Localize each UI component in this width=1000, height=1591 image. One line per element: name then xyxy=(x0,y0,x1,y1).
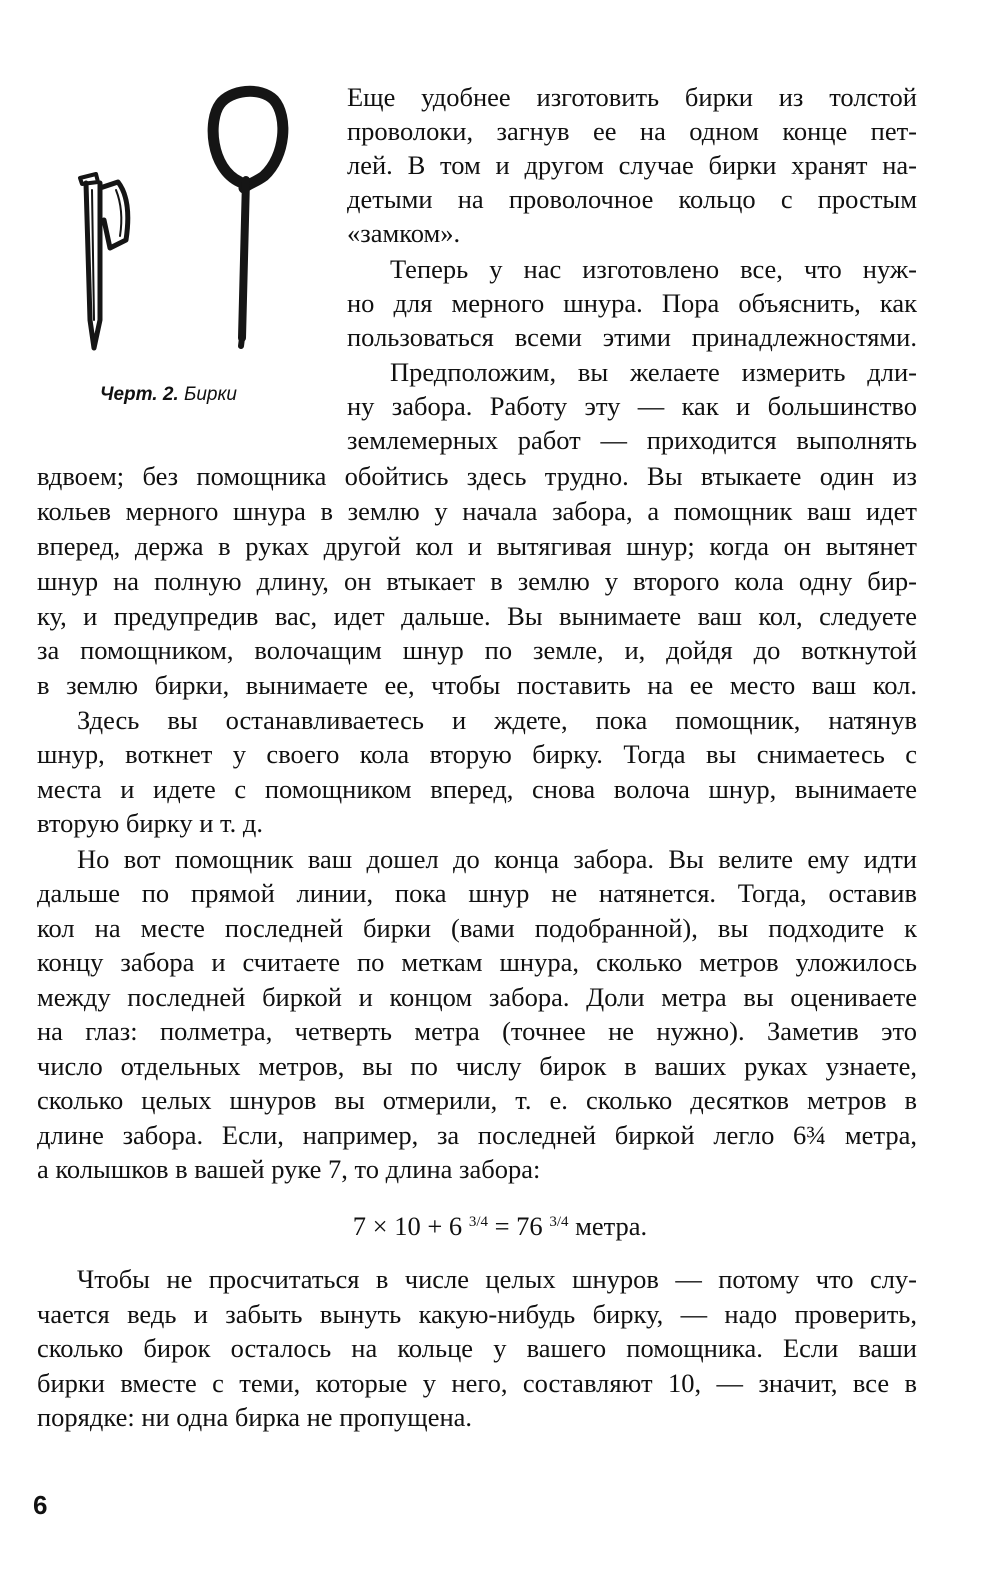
text-line: ну забора. Работу эту — как и большинство xyxy=(347,391,917,421)
figure-caption xyxy=(100,384,237,406)
tags-drawing xyxy=(60,70,320,370)
text-line: бирки вместе с теми, которые у него, составляют 10, — значит, все в xyxy=(37,1368,917,1398)
text-line: проволоки, загнув ее на одном конце пет- xyxy=(347,116,917,146)
text-line: чается ведь и забыть вынуть какую-нибудь бирку, — надо проверить, xyxy=(37,1299,917,1329)
text-line: дальше по прямой линии, пока шнур не натянется. Тогда, оставив xyxy=(37,878,917,908)
text-line: но для мерного шнура. Пора объяснить, как xyxy=(347,288,917,318)
text-line: между последней биркой и концом забора. Доли метра вы оцениваете xyxy=(37,982,917,1012)
formula-mid: = 76 xyxy=(494,1211,543,1241)
text-line: сколько бирок осталось на кольце у вашего помощника. Если ваши xyxy=(37,1333,917,1363)
text-line: за помощником, волочащим шнур по земле, и, дойдя до воткнутой xyxy=(37,635,917,665)
text-line: вдвоем; без помощника обойтись здесь трудно. Вы втыкаете один из xyxy=(37,461,917,491)
formula xyxy=(0,1205,1000,1243)
text-line: Здесь вы останавливаетесь и ждете, пока помощник, натянув xyxy=(77,705,917,735)
text-line: концу забора и считаете по меткам шнура, сколько метров уложилось xyxy=(37,947,917,977)
text-line: в землю бирки, вынимаете ее, чтобы поставить на ее место ваш кол. xyxy=(37,670,917,700)
text-line: Предположим, вы желаете измерить дли- xyxy=(390,357,917,387)
text-line: ку, и предупредив вас, идет дальше. Вы вынимаете ваш кол, следуете xyxy=(37,601,917,631)
text-line: порядке: ни одна бирка не пропущена. xyxy=(37,1402,473,1432)
text-line: шнур, воткнет у своего кола вторую бирку. Тогда вы снимаетесь с xyxy=(37,739,917,769)
text-line: вторую бирку и т. д. xyxy=(37,808,263,838)
formula-unit: метра. xyxy=(575,1211,648,1241)
text-line: места и идете с помощником вперед, снова волоча шнур, вынимаете xyxy=(37,774,917,804)
text-line: кольев мерного шнура в землю у начала забора, а помощник ваш идет xyxy=(37,496,917,526)
text-line: Теперь у нас изготовлено все, что нуж- xyxy=(390,254,917,284)
text-line: Чтобы не просчитаться в числе целых шнуров — потому что слу- xyxy=(77,1264,917,1294)
text-line: сколько целых шнуров вы отмерили, т. е. сколько десятков метров в xyxy=(37,1085,917,1115)
text-line: землемерных работ — приходится выполнять xyxy=(347,425,917,455)
formula-fraction-2: 3/4 xyxy=(549,1214,569,1230)
text-line: Но вот помощник ваш дошел до конца забора. Вы велите ему идти xyxy=(77,844,917,874)
text-line: длине забора. Если, например, за последней биркой легло 6¾ метра, xyxy=(37,1120,917,1150)
figure-tags xyxy=(60,70,320,430)
wire-loop-tag-icon xyxy=(213,91,283,346)
formula-lhs: 7 × 10 + 6 xyxy=(352,1211,463,1241)
nail-tag-icon xyxy=(80,174,128,348)
text-line: детыми на проволочное кольцо с простым xyxy=(347,184,917,214)
caption-label: Черт. 2. xyxy=(100,384,179,405)
text-line: Еще удобнее изготовить бирки из толстой xyxy=(347,82,917,112)
text-line: кол на месте последней бирки (вами подобранной), вы подходите к xyxy=(37,913,917,943)
text-line: лей. В том и другом случае бирки хранят на- xyxy=(347,150,917,180)
text-line: а колышков в вашей руке 7, то длина забора: xyxy=(37,1154,541,1184)
text-line: вперед, держа в руках другой кол и вытягивая шнур; когда он вытянет xyxy=(37,531,917,561)
text-line: пользоваться всеми этими принадлежностями. xyxy=(347,322,917,352)
text-line: на глаз: полметра, четверть метра (точнее не нужно). Заметив это xyxy=(37,1016,917,1046)
text-line: число отдельных метров, вы по числу бирок в ваших руках узнаете, xyxy=(37,1051,917,1081)
text-line: шнур на полную длину, он втыкает в землю у второго кола одну бир- xyxy=(37,566,917,596)
text-line: «замком». xyxy=(347,218,461,248)
caption-text: Бирки xyxy=(183,384,237,405)
page-number: 6 xyxy=(33,1490,48,1520)
formula-fraction-1: 3/4 xyxy=(468,1214,488,1230)
